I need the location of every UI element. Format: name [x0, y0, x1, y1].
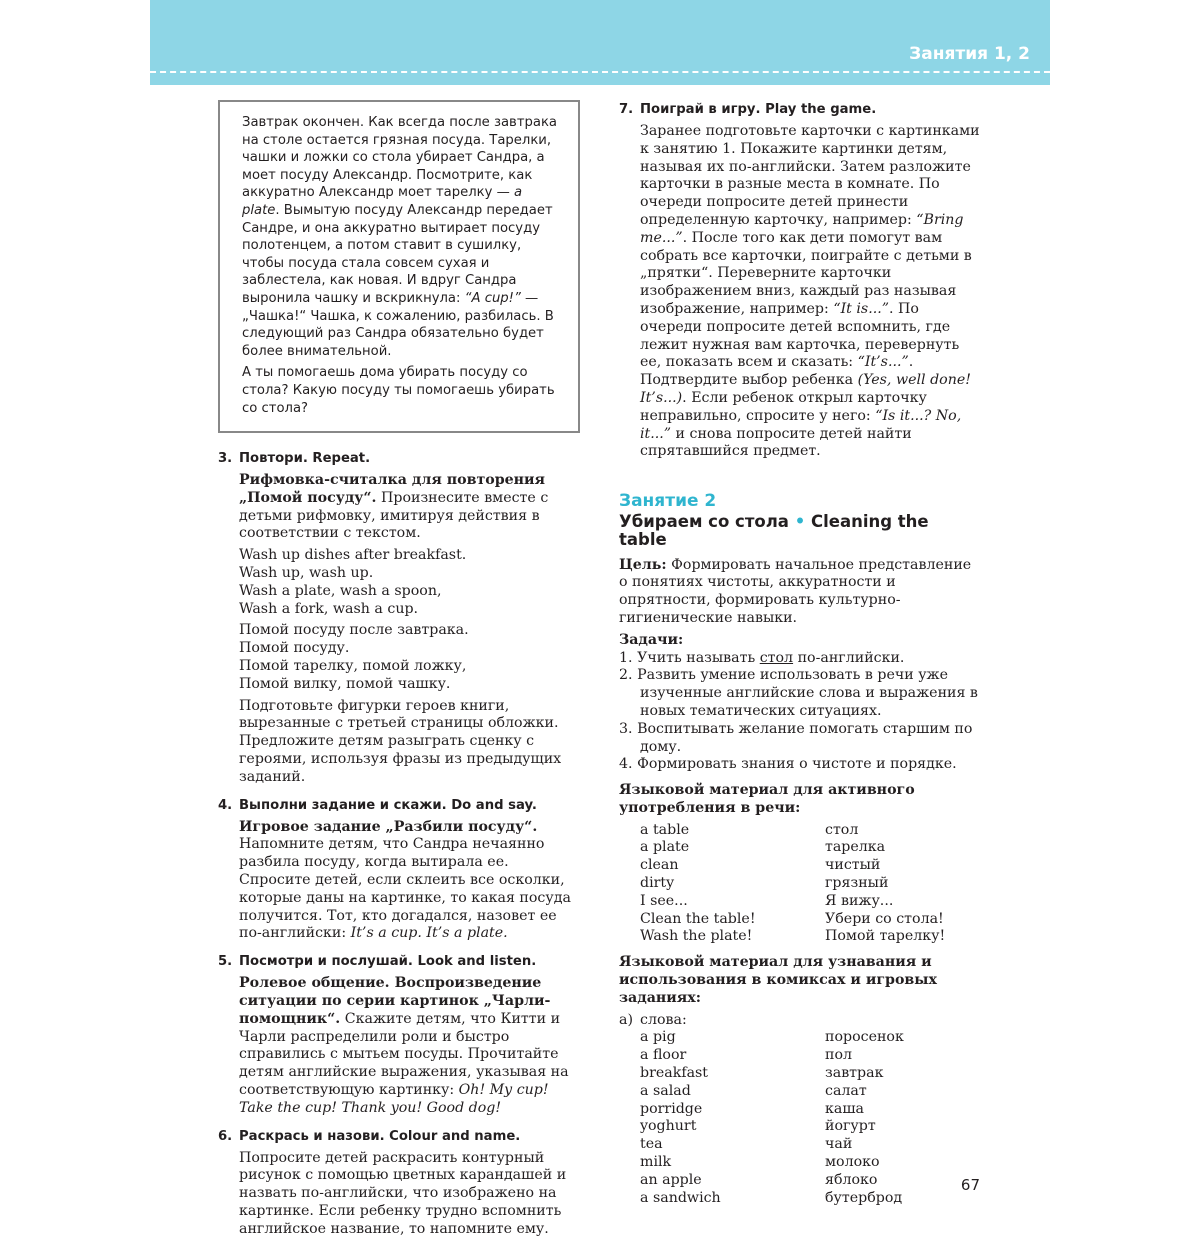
task-item: 3. Воспитывать желание помогать старшим по дому. — [619, 720, 973, 755]
vocab-row: an apple яблоко — [640, 1171, 878, 1188]
section-4-title: Выполни задание и скажи. Do and say. — [239, 797, 537, 813]
running-title: Занятия 1, 2 — [909, 44, 1030, 64]
passive-vocab-heading: Языковой материал для узнавания и использования в комиксах и игровых заданиях: — [619, 954, 937, 1006]
section-3-title: Повтори. Repeat. — [239, 451, 371, 467]
vocab-row: clean чистый — [640, 857, 881, 874]
task-item: 1. Учить называть стол по-английски. — [619, 649, 905, 666]
story-question: А ты помогаешь дома убирать посуду со стола? Какую посуду ты помогаешь убирать со стола? — [242, 365, 555, 416]
vocab-row: a plate тарелка — [640, 839, 886, 856]
left-column — [218, 100, 580, 1248]
vocab-row: Wash the plate! Помой тарелку! — [640, 928, 946, 945]
vocab-row: yoghurt йогурт — [640, 1118, 876, 1135]
section-7: 7. Поиграй в игру. Play the game. Заранее подготовьте карточки с картинками к занятию 1. Покажите картинки детям, называя их по-английски. Затем разложите карточки в разные места в комнате. По очереди попросите детей принести определенную карточку, например: “Bring me...”. После того как дети помогут вам собрать все карточки, поиграйте с детьми в „прятки“. Переверните карточки изображением вниз, каждый раз называя изображение, например: “It is...”. По очереди попросите детей вспомнить, где лежит нужная вам карточка, перевернуть ее, показать всем и сказать: “It’s...”. Подтвердите выбор ребенка (Yes, well done! It’s...). Если ребенок открыл карточку неправильно, спросите у него: “Is it...? No, it...” и снова попросите детей найти спрятавшийся предмет. — [619, 102, 980, 460]
story-box — [218, 100, 580, 433]
section-6-title: Раскрась и назови. Colour and name. — [239, 1128, 521, 1144]
section-3: 3. Повтори. Repeat. Рифмовка-считалка для повторения „Помой посуду“. Произнесите вместе с детьми рифмовку, имитируя действия в соответствии с текстом. Wash up dishes after breakfast. Wash up, wash up. Wash a plate, wash a spoon, Wash a fork, wash a cup. Помой посуду после завтрака. Помой посуду. Помой тарелку, помой ложку, Помой вилку, помой чашку. Подготовьте фигурки героев книги, вырезанные с третьей страницы обложки. Предложите детям разыграть сценку с героями, используя фразы из предыдущих заданий. — [218, 449, 580, 787]
vocab-row: Clean the table! Убери со стола! — [640, 910, 944, 927]
vocab-row: a sandwich бутерброд — [640, 1189, 903, 1206]
vocab-row: a table стол — [640, 821, 859, 838]
vocab-row: breakfast завтрак — [640, 1065, 884, 1082]
section-7-title: Поиграй в игру. Play the game. — [640, 102, 877, 117]
section-3-note: Подготовьте фигурки героев книги, вырезанные с третьей страницы обложки. Предложите детям разыграть сценку с героями, используя фразы из предыдущих заданий. — [239, 697, 562, 785]
lesson-goal: Цель: Формировать начальное представление о понятиях чистоты, аккуратности и опрятности, формировать культурно-гигиенические навыки. — [619, 556, 972, 626]
section-6-text: Попросите детей раскрасить контурный рисунок с помощью цветных карандашей и назвать по-английски, что изображено на картинке. Если ребенку трудно вспомнить английское название, то напомните ему. — [239, 1149, 567, 1237]
chant-russian: Помой посуду после завтрака. Помой посуду. Помой тарелку, помой ложку, Помой вилку, помой чашку. — [239, 622, 469, 692]
page-number: 67 — [960, 1176, 980, 1194]
tasks-heading: Задачи: — [619, 631, 684, 648]
story-text: Завтрак окончен. Как всегда после завтрака на столе остается грязная посуда. Тарелки, чашки и ложки со стола убирает Сандра, а моет посуду Александр. Посмотрите, как аккуратно Александр моет тарелку — a plate. Вымытую посуду Александр передает Сандре, и она аккуратно вытирает посуду полотенцем, а потом ставит в сушилку, чтобы посуда стала совсем сухая и заблестела, как новая. И вдруг Сандра выронила чашку и вскрикнула: “A cup!” — „Чашка!“ Чашка, к сожалению, разбилась. В следующий раз Сандра обязательно будет более внимательной. — [242, 115, 558, 359]
header-dashed-line — [150, 71, 1050, 73]
task-item: 2. Развить умение использовать в речи уже изученные английские слова и выражения в новых тематических ситуациях. — [619, 667, 978, 719]
vocab-row: milk молоко — [640, 1154, 880, 1171]
chant-english: Wash up dishes after breakfast. Wash up, wash up. Wash a plate, wash a spoon, Wash a fork, wash a cup. — [239, 547, 467, 617]
section-4: 4. Выполни задание и скажи. Do and say. Игровое задание „Разбили посуду“. Напомните детям, что Сандра нечаянно разбила посуду, когда вытирала ее. Спросите детей, если склеить все осколки, которые даны на картинке, то какая посуда получится. Тот, кто догадался, назовет ее по-английски: It’s a cup. It’s a plate. — [218, 796, 580, 944]
vocab-row: a pig поросенок — [640, 1029, 904, 1046]
passive-sub-heading: а) слова: — [619, 1011, 687, 1028]
active-vocab-list — [640, 822, 981, 947]
passive-vocab-list — [640, 1029, 981, 1207]
vocab-row: I see... Я вижу... — [640, 892, 894, 909]
lesson-2-subtitle: Убираем со стола • Cleaning the table — [619, 511, 929, 549]
task-item: 4. Формировать знания о чистоте и порядке. — [619, 756, 957, 773]
tasks-list — [619, 650, 981, 775]
lesson-2-title: Занятие 2 — [619, 491, 717, 512]
vocab-row: porridge каша — [640, 1100, 864, 1117]
vocab-row: a salad салат — [640, 1082, 867, 1099]
section-7-text: Заранее подготовьте карточки с картинками к занятию 1. Покажите картинки детям, называя их по-английски. Затем разложите карточки в разные места в комнате. По очереди попросите детей принести определенную карточку, например: “Bring me...”. После того как дети помогут вам собрать все карточки, поиграйте с детьми в „прятки“. Переверните карточки изображением вниз, каждый раз называя изображение, например: “It is...”. По очереди попросите детей вспомнить, где лежит нужная вам карточка, перевернуть ее, показать всем и сказать: “It’s...”. Подтвердите выбор ребенка (Yes, well done! It’s...). Если ребенок открыл карточку неправильно, спросите у него: “Is it...? No, it...” и снова попросите детей найти спрятавшийся предмет. — [640, 123, 980, 460]
section-6: 6. Раскрась и назови. Colour and name. Попросите детей раскрасить контурный рисунок с помощью цветных карандашей и назвать по-английски, что изображено на картинке. Если ребенку трудно вспомнить английское название, то напомните ему. — [218, 1127, 580, 1239]
section-5-text: Ролевое общение. Воспроизведение ситуации по серии картинок „Чарли-помощник“. Скажите детям, что Китти и Чарли распределили роли и быстро справились с мытьем посуды. Прочитайте детям английские выражения, указывая на соответствующую картинку: Oh! My cup! Take the cup! Thank you! Good dog! — [239, 975, 569, 1116]
active-vocab-heading: Языковой материал для активного употребления в речи: — [619, 782, 915, 816]
section-5-title: Посмотри и послушай. Look and listen. — [239, 954, 537, 970]
section-4-text: Игровое задание „Разбили посуду“. Напомните детям, что Сандра нечаянно разбила посуду, когда вытирала ее. Спросите детей, если склеить все осколки, которые даны на картинке, то какая посуда получится. Тот, кто догадался, назовет ее по-английски: It’s a cup. It’s a plate. — [239, 818, 571, 942]
section-3-lead: Рифмовка-считалка для повторения „Помой посуду“. Произнесите вместе с детьми рифмовку, имитируя действия в соответствии с текстом. — [239, 472, 549, 542]
right-column — [619, 100, 981, 1213]
vocab-row: tea чай — [640, 1136, 853, 1153]
vocab-row: a floor пол — [640, 1047, 853, 1064]
vocab-row: dirty грязный — [640, 875, 889, 892]
section-5: 5. Посмотри и послушай. Look and listen. Ролевое общение. Воспроизведение ситуации по серии картинок „Чарли-помощник“. Скажите детям, что Китти и Чарли распределили роли и быстро справились с мытьем посуды. Прочитайте детям английские выражения, указывая на соответствующую картинку: Oh! My cup! Take the cup! Thank you! Good dog! — [218, 952, 580, 1117]
